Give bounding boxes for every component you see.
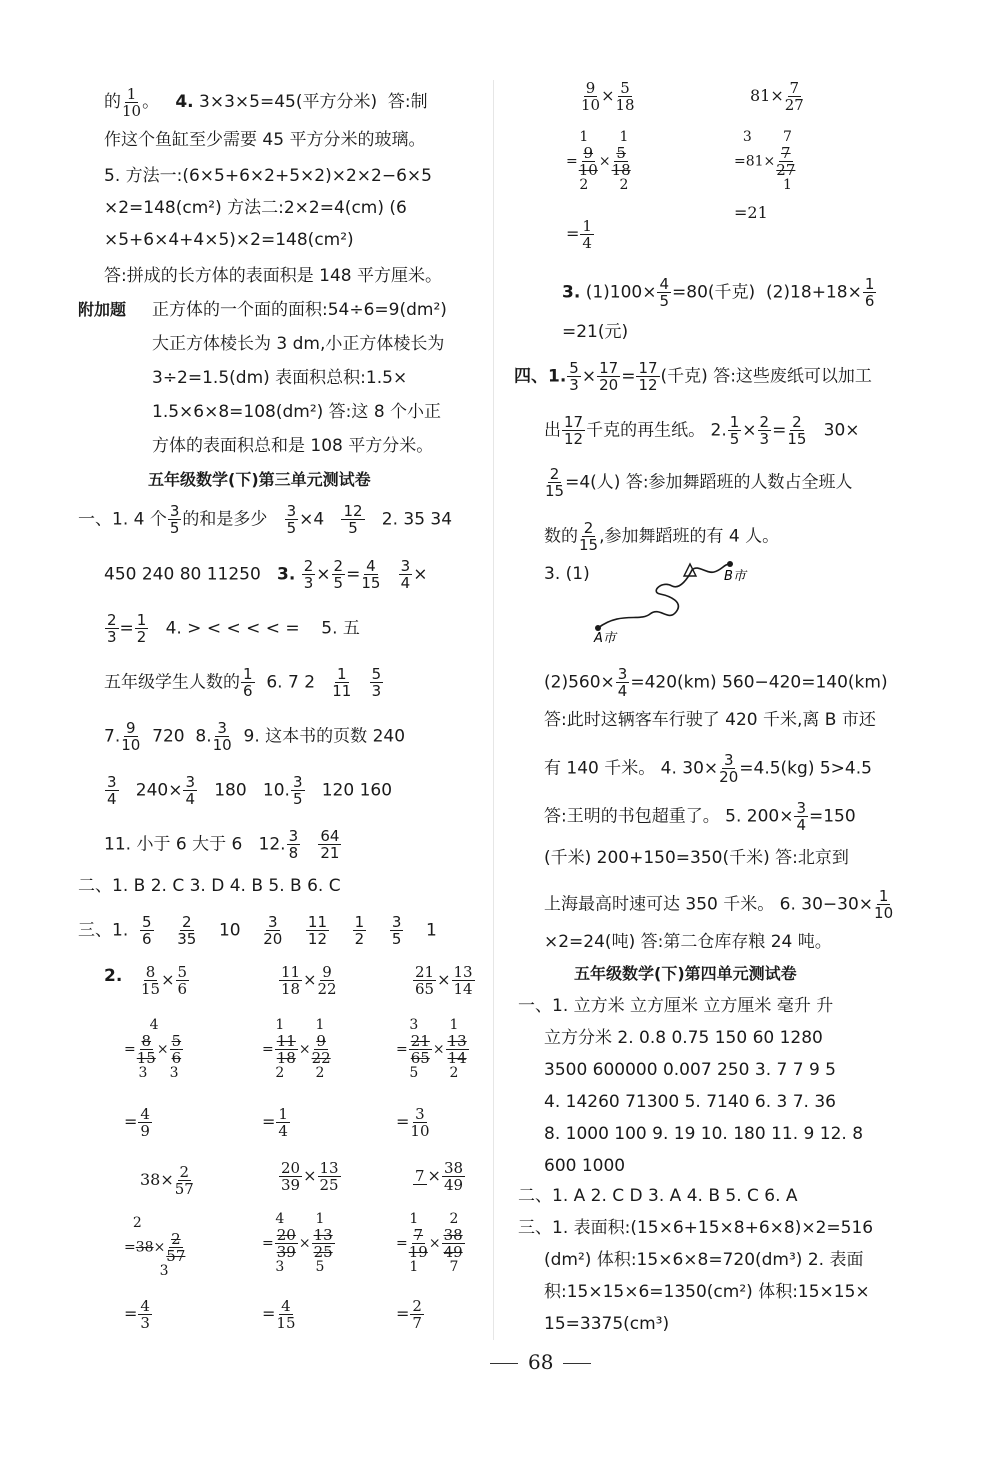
line-3: 5. 方法一:(6×5+6×2+5×2)×2×2−6×5 [104, 166, 432, 186]
unit3-row-1: 一、1. 4 个 $\frac{3}{5}$ 的和是多少 $\frac{3}{5}$ ×4 $\frac{12}{5}$ 2. 35 34 [78, 502, 453, 537]
r-row-7: 3. (1) [544, 564, 590, 584]
unit3-row-8: 二、1. B 2. C 3. D 4. B 5. B 6. C [78, 876, 341, 896]
r-row-3: 四、1. $\frac{5}{3}$ × $\frac{17}{20}$ = $\frac{17}{12}$ (千克) 答:这些废纸可以加工 [514, 359, 872, 394]
calc-3-result: = $\frac{3}{10}$ [396, 1105, 430, 1140]
route-map [580, 556, 790, 646]
calc-1-line-2: 4 = $\frac{8}{15}$ × $\frac{5}{6}$ 3 3 [124, 1017, 182, 1081]
extra-question-label: 附加题 [78, 300, 127, 319]
calc-1-line-1: $\frac{8}{15}$ × $\frac{5}{6}$ [141, 963, 188, 998]
r-row-1: 3. (1)100× $\frac{4}{5}$ =80(千克) (2)18+18× $\frac{1}{6}$ [562, 275, 875, 310]
r-row-14: ×2=24(吨) 答:第二仓库存粮 24 吨。 [544, 932, 832, 952]
unit4-row-9: (dm²) 体积:15×6×8=720(dm³) 2. 表面 [544, 1250, 864, 1270]
r-row-13: 上海最高时速可达 350 千米。 6. 30−30× $\frac{1}{10}$ [544, 887, 894, 922]
line-6: 答:拼成的长方体的表面积是 148 平方厘米。 [104, 266, 442, 286]
calc-6-line-1: 7 × $\frac{38}{49}$ [415, 1159, 464, 1194]
r-row-10: 有 140 千米。 4. 30× $\frac{3}{20}$ =4.5(kg) 5>4.5 [544, 751, 872, 786]
rcalc-2-line-1: 81× $\frac{7}{27}$ [750, 79, 804, 114]
r-row-8: (2)560× $\frac{3}{4}$ =420(km) 560−420=140(km) [544, 665, 888, 700]
unit4-row-1: 一、1. 立方米 立方厘米 立方厘米 毫升 升 [518, 996, 834, 1016]
unit4-row-7: 二、1. A 2. C D 3. A 4. B 5. C 6. A [518, 1186, 798, 1206]
city-a-label: A市 [594, 631, 616, 646]
r-row-11: 答:王明的书包超重了。 5. 200× $\frac{3}{4}$ =150 [544, 799, 856, 834]
extra-line-2: 大正方体棱长为 3 dm,小正方体棱长为 [152, 334, 445, 354]
line-5: ×5+6×4+4×5)×2=148(cm²) [104, 230, 354, 250]
section-title-unit3: 五年级数学(下)第三单元测试卷 [148, 470, 371, 489]
calc-5-line-2: 4 1 = $\frac{20}{39}$ × $\frac{13}{25}$ 3 5 [262, 1211, 333, 1275]
calc-2-line-1: $\frac{11}{18}$ × $\frac{9}{22}$ [281, 963, 337, 998]
page-dash-left [490, 1363, 518, 1364]
calc-4-result: = $\frac{4}{3}$ [124, 1297, 150, 1332]
unit3-row-3: $\frac{2}{3}$ = $\frac{1}{2}$ 4. > < < < < = 5. 五 [107, 611, 360, 646]
calc-2-result: = $\frac{1}{4}$ [262, 1105, 288, 1140]
calc-label-2: 2. [104, 966, 123, 986]
fraction: $\frac{1}{10}$ [122, 85, 142, 120]
unit3-row-4: 五年级学生人数的 $\frac{1}{6}$ 6. 7 2 $\frac{1}{11}$ $\frac{5}{3}$ [104, 665, 382, 700]
extra-line-4: 1.5×6×8=108(dm²) 答:这 8 个小正 [152, 402, 442, 422]
r-row-9: 答:此时这辆客车行驶了 420 千米,离 B 市还 [544, 710, 876, 730]
r-row-6: 数的 $\frac{2}{15}$ ,参加舞蹈班的有 4 人。 [544, 519, 780, 554]
rcalc-1-line-1: $\frac{9}{10}$ × $\frac{5}{18}$ [581, 79, 635, 114]
calc-4-line-1: 38× $\frac{2}{57}$ [140, 1163, 194, 1198]
city-b-label: B市 [724, 569, 746, 584]
unit3-row-2: 450 240 80 11250 3. $\frac{2}{3}$ × $\frac{2}{5}$ = $\frac{4}{15}$ $\frac{3}{4}$ × [104, 557, 428, 592]
line-2: 作这个鱼缸至少需要 45 平方分米的玻璃。 [104, 130, 426, 150]
extra-line-5: 方体的表面积总和是 108 平方分米。 [152, 436, 434, 456]
extra-line-1: 正方体的一个面的面积:54÷6=9(dm²) [152, 300, 447, 320]
section-title-unit4: 五年级数学(下)第四单元测试卷 [574, 964, 797, 983]
calc-6-result: = $\frac{2}{7}$ [396, 1297, 422, 1332]
route-line [598, 564, 730, 628]
rcalc-2-line-2: 3 7 =81× $\frac{7}{27}$ 1 [734, 129, 796, 193]
rcalc-1-line-2: 1 1 = $\frac{9}{10}$ × $\frac{5}{18}$ 2 2 [566, 129, 631, 193]
r-row-5: $\frac{2}{15}$ =4(人) 答:参加舞蹈班的人数占全班人 [545, 465, 853, 500]
unit4-row-3: 3500 600000 0.007 250 3. 7 7 9 5 [544, 1060, 836, 1080]
unit4-row-4: 4. 14260 71300 5. 7140 6. 3 7. 36 [544, 1092, 836, 1112]
unit4-row-5: 8. 1000 100 9. 19 10. 180 11. 9 12. 8 [544, 1124, 864, 1144]
calc-6-line-2: 1 2 = $\frac{7}{19}$ × $\frac{38}{49}$ 1 7 [396, 1211, 463, 1275]
column-divider [493, 80, 494, 1340]
r-row-4: 出 $\frac{17}{12}$ 千克的再生纸。 2. $\frac{1}{5}$ × $\frac{2}{3}$ = $\frac{2}{15}$ 30× [544, 413, 860, 448]
unit4-row-10: 积:15×15×6=1350(cm²) 体积:15×15× [544, 1282, 870, 1302]
r-row-12: (千米) 200+150=350(千米) 答:北京到 [544, 848, 849, 868]
rcalc-1-result: = $\frac{1}{4}$ [566, 217, 592, 252]
unit3-row-6: $\frac{3}{4}$ 240× $\frac{3}{4}$ 180 10. $\frac{3}{5}$ 120 160 [107, 773, 393, 808]
unit4-row-6: 600 1000 [544, 1156, 626, 1176]
calc-2-line-2: 1 1 = $\frac{11}{18}$ × $\frac{9}{22}$ 2 2 [262, 1017, 331, 1081]
unit4-row-8: 三、1. 表面积:(15×6+15×8+6×8)×2=516 [518, 1218, 874, 1238]
unit3-row-5: 7. $\frac{9}{10}$ 720 8. $\frac{3}{10}$ 9. 这本书的页数 240 [104, 719, 406, 754]
page-dash-right [563, 1363, 591, 1364]
rcalc-2-result: =21 [734, 203, 768, 222]
unit4-row-11: 15=3375(cm³) [544, 1314, 670, 1334]
calc-5-result: = $\frac{4}{15}$ [262, 1297, 296, 1332]
calc-3-line-1: $\frac{21}{65}$ × $\frac{13}{14}$ [415, 963, 473, 998]
city-b-dot [727, 561, 733, 567]
line-1: 的 $\frac{1}{10}$ 。 4. 3×3×5=45(平方分米) 答:制 [104, 85, 428, 120]
unit3-row-9: 三、1. $\frac{5}{6}$ $\frac{2}{35}$ 10 $\frac{3}{20}$ $\frac{11}{12}$ $\frac{1}{2}$ $\frac{3}{5}$ 1 [78, 913, 437, 948]
page-number: 68 [480, 1350, 601, 1374]
extra-line-3: 3÷2=1.5(dm) 表面积总积:1.5× [152, 368, 408, 388]
r-row-2: =21(元) [562, 322, 629, 342]
calc-3-line-2: 3 1 = $\frac{21}{65}$ × $\frac{13}{14}$ 5 2 [396, 1017, 467, 1081]
calc-4-line-2: 2 =38× $\frac{2}{57}$ 3 [124, 1215, 186, 1279]
line-4: ×2=148(cm²) 方法二:2×2=4(cm) (6 [104, 198, 407, 218]
unit4-row-2: 立方分米 2. 0.8 0.75 150 60 1280 [544, 1028, 823, 1048]
unit3-row-7: 11. 小于 6 大于 6 12. $\frac{3}{8}$ $\frac{64}{21}$ [104, 827, 340, 862]
calc-1-result: = $\frac{4}{9}$ [124, 1105, 150, 1140]
calc-5-line-1: $\frac{20}{39}$ × $\frac{13}{25}$ [281, 1159, 339, 1194]
